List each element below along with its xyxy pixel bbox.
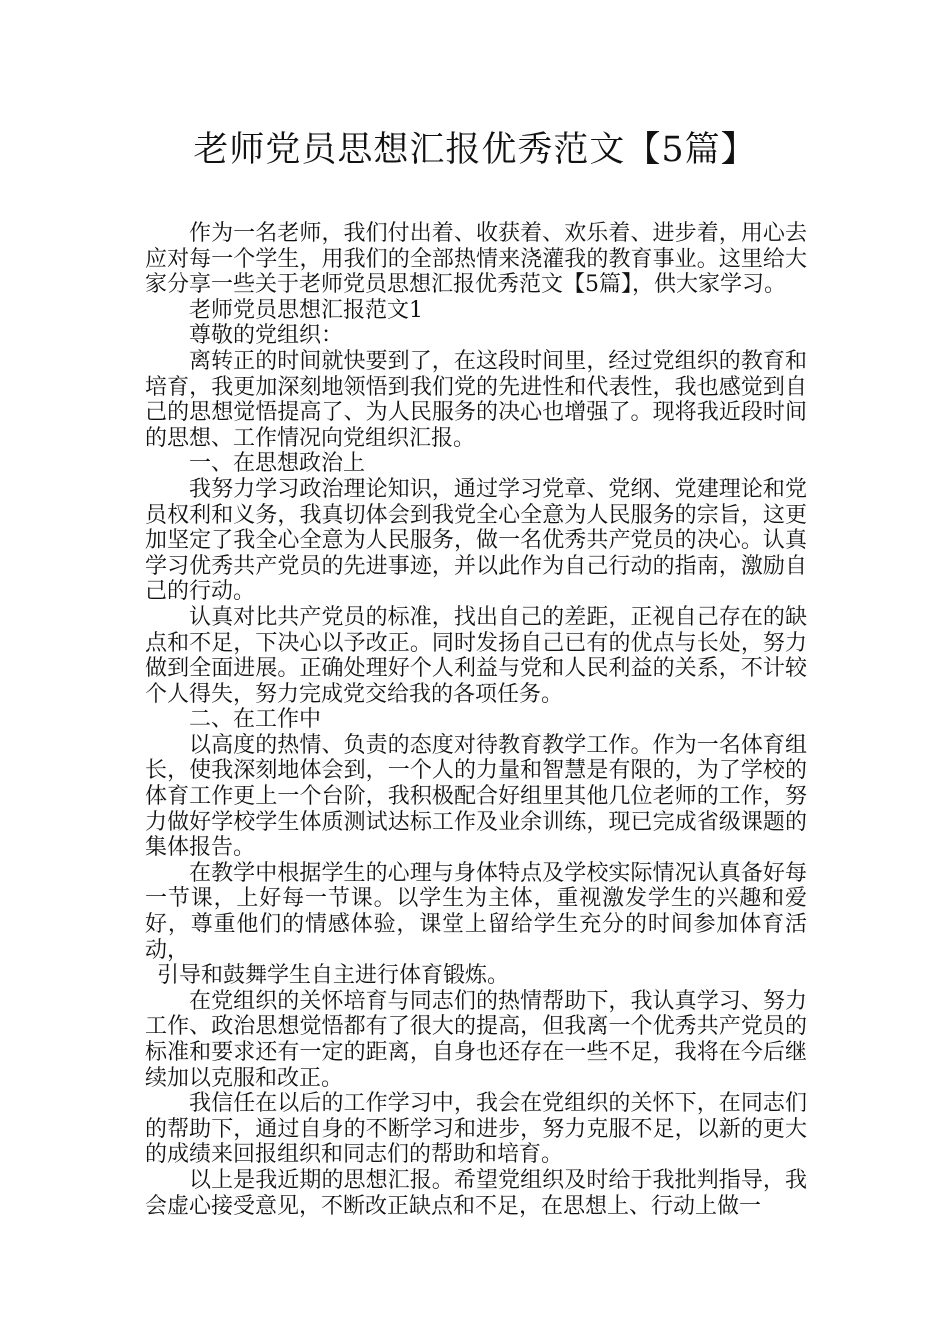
subheading-work: 二、在工作中 <box>189 707 322 733</box>
intro-paragraph: 作为一名老师，我们付出着、收获着、欢乐着、进步着，用心去应对每一个学生，用我们的全部热情来浇灌我的教育事业。这里给大家分享一些关于老师党员思想汇报优秀范文【5篇】，供大家学习。 <box>145 221 807 298</box>
body-paragraph: 我信任在以后的工作学习中，我会在党组织的关怀下，在同志们的帮助下，通过自身的不断学习和进步，努力克服不足，以新的更大的成绩来回报组织和同志们的帮助和培育。 <box>145 1091 807 1168</box>
body-paragraph: 以高度的热情、负责的态度对待教育教学工作。作为一名体育组长，使我深刻地体会到，一个人的力量和智慧是有限的，为了学校的体育工作更上一个台阶，我积极配合好组里其他几位老师的工作，努力做好学校学生体质测试达标工作及业余训练，现已完成省级课题的集体报告。 <box>145 732 807 861</box>
body-paragraph: 在教学中根据学生的心理与身体特点及学校实际情况认真备好每一节课，上好每一节课。以学生为主体，重视激发学生的兴趣和爱好，尊重他们的情感体验，课堂上留给学生充分的时间参加体育活动， <box>145 860 807 963</box>
document-title: 老师党员思想汇报优秀范文【5篇】 <box>193 130 757 170</box>
subheading-political: 一、在思想政治上 <box>189 451 366 477</box>
body-paragraph: 以上是我近期的思想汇报。希望党组织及时给于我批判指导，我会虚心接受意见，不断改正缺点和不足，在思想上、行动上做一 <box>145 1167 807 1219</box>
document-body <box>145 221 807 1219</box>
body-paragraph-continuation: 引导和鼓舞学生自主进行体育锻炼。 <box>157 963 510 989</box>
body-paragraph: 我努力学习政治理论知识，通过学习党章、党纲、党建理论和党员权利和义务，我真切体会到我党全心全意为人民服务的宗旨，这更加坚定了我全心全意为人民服务，做一名优秀共产党员的决心。认真学习优秀共产党员的先进事迹，并以此作为自己行动的指南，激励自己的行动。 <box>145 476 807 605</box>
section-heading-sample-1: 老师党员思想汇报范文1 <box>189 297 423 323</box>
body-paragraph: 在党组织的关怀培育与同志们的热情帮助下，我认真学习、努力工作、政治思想觉悟都有了很大的提高，但我离一个优秀共产党员的标准和要求还有一定的距离，自身也还存在一些不足，我将在今后继续加以克服和改正。 <box>145 988 807 1091</box>
salutation: 尊敬的党组织： <box>189 323 344 349</box>
body-paragraph: 离转正的时间就快要到了，在这段时间里，经过党组织的教育和培育，我更加深刻地领悟到我们党的先进性和代表性，我也感觉到自己的思想觉悟提高了、为人民服务的决心也增强了。现将我近段时间的思想、工作情况向党组织汇报。 <box>145 348 807 451</box>
body-paragraph: 认真对比共产党员的标准，找出自己的差距，正视自己存在的缺点和不足，下决心以予改正。同时发扬自己已有的优点与长处，努力做到全面进展。正确处理好个人利益与党和人民利益的关系，不计较个人得失，努力完成党交给我的各项任务。 <box>145 604 807 707</box>
